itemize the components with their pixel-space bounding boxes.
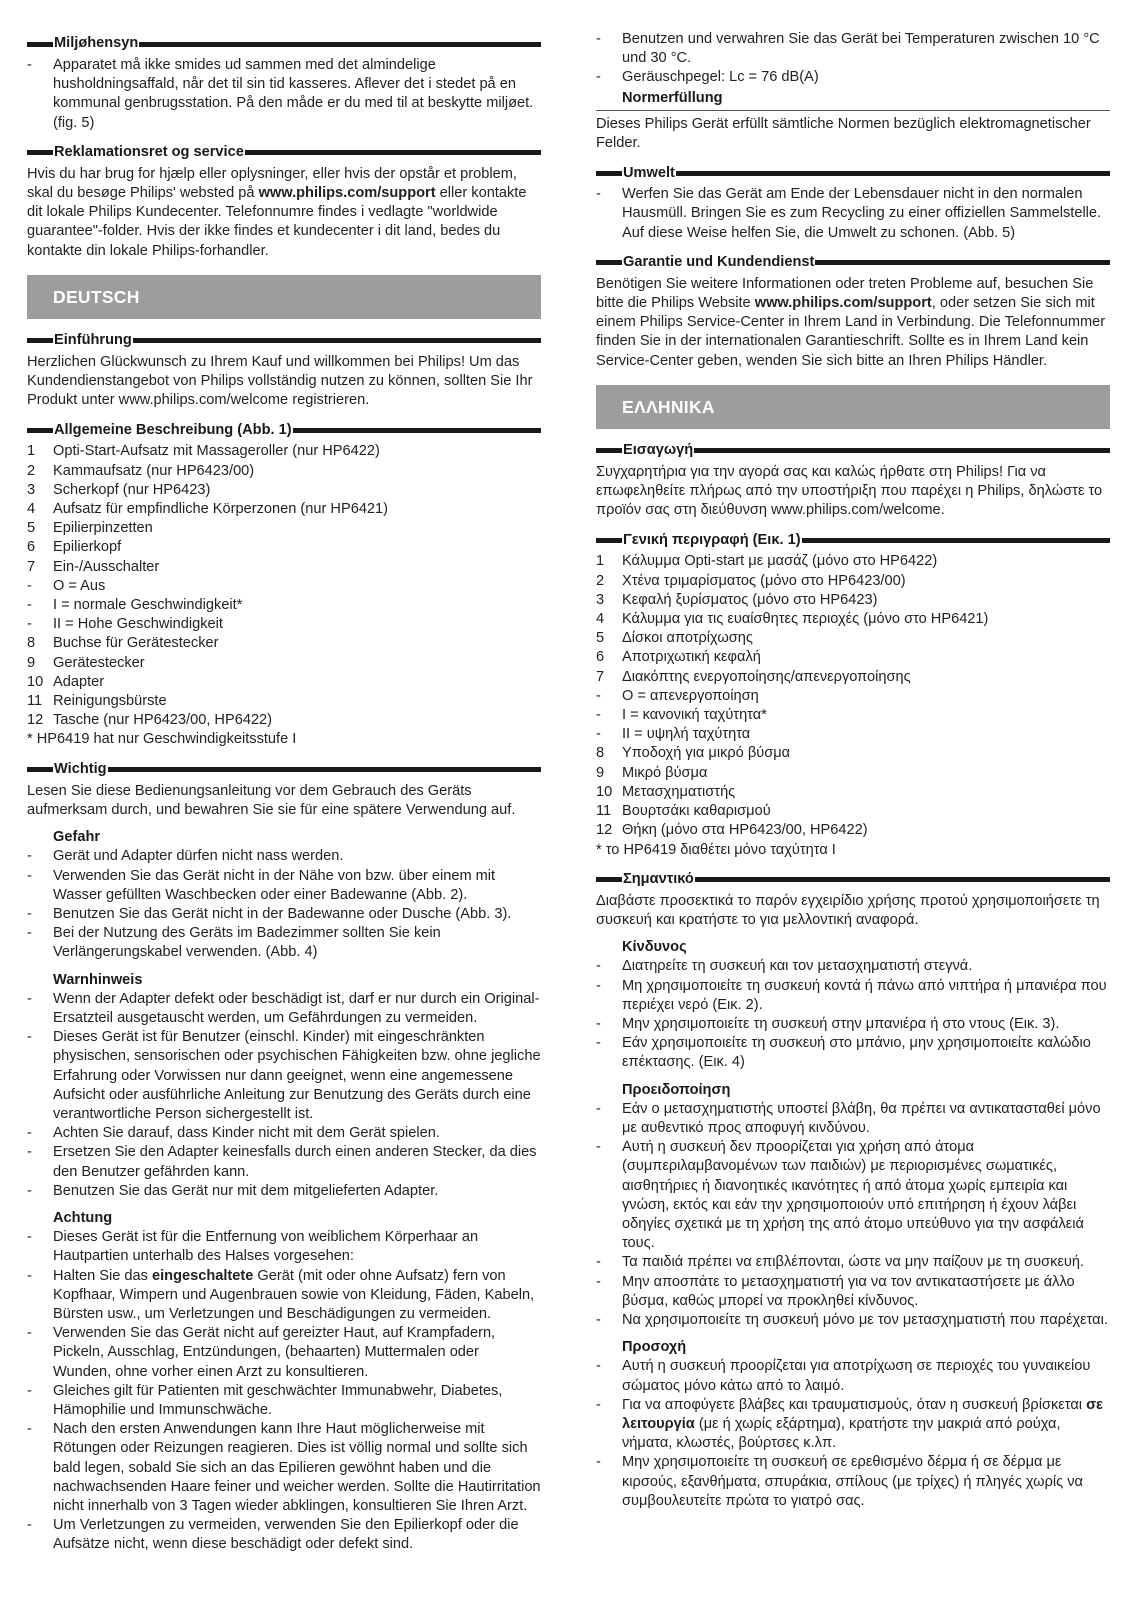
geniki-list: [596, 552, 1110, 840]
list-item: - II = Hohe Geschwindigkeit: [27, 616, 223, 633]
list-item: - Um Verletzungen zu vermeiden, verwenden Sie den Epilierkopf oder die Aufsätze nicht, wenn diese beschädigt oder defekt sind.: [27, 1517, 519, 1553]
section-heading-umwelt: Umwelt: [596, 163, 1110, 183]
list-item: - Werfen Sie das Gerät am Ende der Lebensdauer nicht in den normalen Hausmüll. Bringen Sie es zum Recycling zu einer offiziellen Sammelstelle. Auf diese Weise helfen Sie, die Umwelt zu schonen. (Abb. 5): [596, 186, 1102, 241]
list-item: - Gleiches gilt für Patienten mit geschwächter Immunabwehr, Diabetes, Hämophilie und Immunschwäche.: [27, 1382, 503, 1418]
list-item: - Μην χρησιμοποιείτε τη συσκευή σε ερεθισμένο δέρμα ή σε δέρμα με κιρσούς, εξανθήματα, σπυράκια, σπίλους (με τρίχες) ή πληγές χωρίς να συμβουλευτείτε πρώτα το γιατρό σας.: [596, 1454, 1083, 1509]
list-item: - Verwenden Sie das Gerät nicht in der Nähe von bzw. über einem mit Wasser gefüllten Waschbecken oder einer Badewanne (Abb. 2).: [27, 867, 496, 903]
list-item: - Achten Sie darauf, dass Kinder nicht mit dem Gerät spielen.: [27, 1125, 440, 1142]
list-item: 1 Opti-Start-Aufsatz mit Massageroller (nur HP6422): [27, 443, 380, 460]
kindynos-list: [596, 957, 1110, 1072]
section-heading-einfuehrung: Einführung: [27, 331, 541, 351]
list-item: - Να χρησιμοποιείτε τη συσκευή μόνο με τον μετασχηματιστή που παρέχεται.: [596, 1311, 1108, 1328]
list-item: - Αυτή η συσκευή προορίζεται για αποτρίχωση σε περιοχές του γυναικείου σώματος μόνο κάτω από το λαιμό.: [596, 1358, 1091, 1394]
list-item: 1 Κάλυμμα Opti-start με μασάζ (μόνο στο HP6422): [596, 553, 938, 570]
wichtig-text: Lesen Sie diese Bedienungsanleitung vor dem Gebrauch des Geräts aufmerksam durch, und bewahren Sie sie für eine spätere Verwendung auf.: [27, 782, 516, 818]
list-item: - Gerät und Adapter dürfen nicht nass werden.: [27, 848, 344, 865]
support-link[interactable]: www.philips.com/support: [754, 295, 932, 312]
list-item: 2 Kammaufsatz (nur HP6423/00): [27, 462, 255, 479]
list-item: 7 Διακόπτης ενεργοποίησης/απενεργοποίησης: [596, 668, 911, 685]
list-item: - Εάν χρησιμοποιείτε τη συσκευή στο μπάνιο, μην χρησιμοποιείτε καλώδιο επέκτασης. (Εικ. 4): [596, 1035, 1091, 1071]
prosochi-list: [596, 1357, 1110, 1511]
list-item: 7 Ein-/Ausschalter: [27, 558, 160, 575]
eisagogi-text: Συγχαρητήρια για την αγορά σας και καλώς ήρθατε στη Philips! Για να επωφεληθείτε πλήρως από την υποστήριξη που παρέχει η Philips, δηλώστε το προϊόν σας στη διεύθυνση www.philips.com/welcome.: [596, 463, 1103, 519]
list-item: - Διατηρείτε τη συσκευή και τον μετασχηματιστή στεγνά.: [596, 958, 973, 975]
language-band-greek: ΕΛΛΗΝΙΚΑ: [596, 385, 1110, 429]
list-item: 10 Adapter: [27, 673, 105, 690]
geniki-note: * το HP6419 διαθέτει μόνο ταχύτητα I: [596, 841, 836, 858]
subheading-prosochi: Προσοχή: [622, 1339, 687, 1356]
list-item: - Apparatet må ikke smides ud sammen med det almindelige husholdningsaffald, når det til sin tid kasseres. Aflever det i stedet på en kommunal genbrugsstation. På den måde er du med til at beskytte miljøet. (fig. 5): [27, 57, 534, 131]
list-item: - II = υψηλή ταχύτητα: [596, 726, 751, 743]
list-item: 2 Χτένα τριμαρίσματος (μόνο στο HP6423/00): [596, 572, 906, 589]
list-item: - O = απενεργοποίηση: [596, 687, 759, 704]
subheading-gefahr: Gefahr: [53, 829, 101, 846]
list-item: 9 Gerätestecker: [27, 654, 145, 671]
list-item: 4 Κάλυμμα για τις ευαίσθητες περιοχές (μόνο στο HP6421): [596, 611, 989, 628]
normerfuellung-text: Dieses Philips Gerät erfüllt sämtliche Normen bezüglich elektromagnetischer Felder.: [596, 115, 1091, 152]
list-item: - Benutzen Sie das Gerät nur mit dem mitgelieferten Adapter.: [27, 1182, 439, 1199]
subheading-achtung: Achtung: [53, 1209, 113, 1226]
beschreibung-list: [27, 442, 541, 730]
list-item: 3 Κεφαλή ξυρίσματος (μόνο στο HP6423): [596, 591, 878, 608]
subheading-kindynos: Κίνδυνος: [622, 939, 687, 956]
list-item: 5 Epilierpinzetten: [27, 520, 153, 537]
list-item: - Αυτή η συσκευή δεν προορίζεται για χρήση από άτομα (συμπεριλαμβανομένων των παιδιών) με περιορισμένες σωματικές, αισθητήριες ή διανοητικές ικανότητες ή από άτομα χωρίς εμπειρία και γνώση, εκτός και εάν την χρησιμοποιούν υπό επιτήρηση ή έχουν λάβει οδηγίες σχετικά με τη χρήση της από άτομο υπεύθυνο για την ασφάλειά τους.: [596, 1139, 1084, 1252]
list-item: 4 Aufsatz für empfindliche Körperzonen (nur HP6421): [27, 501, 389, 518]
section-heading-beschreibung: Allgemeine Beschreibung (Abb. 1): [27, 420, 541, 440]
einfuehrung-text: Herzlichen Glückwunsch zu Ihrem Kauf und willkommen bei Philips! Um das Kundendienstangebot von Philips vollständig nutzen zu können, sollten Sie Ihr Produkt unter www.philips.com/welcome registrieren.: [27, 353, 533, 409]
section-heading-reklamation: Reklamationsret og service: [27, 143, 541, 163]
list-item: - Dieses Gerät ist für die Entfernung von weiblichem Körperhaar an Hautpartien unterhalb des Halses vorgesehen:: [27, 1229, 479, 1265]
simantiko-text: Διαβάστε προσεκτικά το παρόν εγχειρίδιο χρήσης προτού χρησιμοποιήσετε τη συσκευή και κρατήστε το για μελλοντική αναφορά.: [596, 892, 1100, 928]
section-heading-normerfuellung: Normerfüllung: [596, 89, 1110, 111]
list-item: - Halten Sie das eingeschaltete Gerät (mit oder ohne Aufsatz) fern von Kopfhaar, Wimpern und Augenbrauen sowie von Kleidung, Fäden, Kabeln, Bürsten usw., um Verletzungen und Beschädigungen zu vermeiden.: [27, 1267, 535, 1322]
garantie-text: Benötigen Sie weitere Informationen oder treten Probleme auf, besuchen Sie bitte die Philips Website www.philips.com/support, oder setzen Sie sich mit einem Philips Service-Center in Ihrem Land in Verbindung. Die Telefonnummer finden Sie in der internationalen Garantieschrift. Sollte es in Ihrem Land kein Service-Center geben, wenden Sie sich bitte an Ihren Philips Händler.: [596, 275, 1106, 369]
list-item: 11 Βουρτσάκι καθαρισμού: [596, 803, 771, 820]
list-item: - Benutzen und verwahren Sie das Gerät bei Temperaturen zwischen 10 °C und 30 °C.: [596, 31, 1100, 67]
list-item: 8 Υποδοχή για μικρό βύσμα: [596, 745, 791, 762]
proeidopoiisi-list: [596, 1100, 1110, 1330]
reklamation-text: Hvis du har brug for hjælp eller oplysninger, eller hvis der opstår et problem, skal du besøge Philips' websted på www.philips.com/support eller kontakte dit lokale Philips Kundecenter. Telefonnumre findes i vedlagte "worldwide guarantee"-folder. Hvis der ikke findes et kundecenter i dit land, bedes du kontakte din lokale Philips-forhandler.: [27, 165, 527, 259]
list-item: - O = Aus: [27, 577, 106, 594]
language-band-deutsch: DEUTSCH: [27, 275, 541, 319]
list-item: - Benutzen Sie das Gerät nicht in der Badewanne oder Dusche (Abb. 3).: [27, 905, 512, 922]
list-item: - Verwenden Sie das Gerät nicht auf gereizter Haut, auf Krampfadern, Pickeln, Ausschlag, Entzündungen, (behaarten) Muttermalen oder Wunden, ohne vorher einen Arzt zu konsultieren.: [27, 1325, 496, 1380]
list-item: 12 Θήκη (μόνο στα HP6423/00, HP6422): [596, 822, 868, 839]
achtung-list: [27, 1228, 541, 1554]
section-heading-simantiko: Σημαντικό: [596, 870, 1110, 890]
section-heading-garantie: Garantie und Kundendienst: [596, 253, 1110, 273]
list-item: - Geräuschpegel: Lc = 76 dB(A): [596, 69, 819, 86]
list-item: - Dieses Gerät ist für Benutzer (einschl. Kinder) mit eingeschränkten physischen, sensorischen oder psychischen Fähigkeiten bzw. ohne jegliche Erfahrung oder Vorwissen nur dann geeignet, wenn eine angemessene Aufsicht oder ausführliche Anleitung zur Benutzung des Geräts durch eine verantwortliche Person sichergestellt ist.: [27, 1029, 541, 1122]
gefahr-list: [27, 847, 541, 962]
list-item: - Nach den ersten Anwendungen kann Ihre Haut möglicherweise mit Rötungen oder Reizungen reagieren. Dies ist völlig normal und sollte sich bald legen, sobald Sie sich an das Epilieren gewöhnt haben und die nachwachsenden Haare feiner und weicher werden. Sollte die Hautirritation nicht innerhalb von 3 Tagen wieder abklingen, konsultieren Sie Ihren Arzt.: [27, 1421, 541, 1514]
list-item: 10 Μετασχηματιστής: [596, 783, 736, 800]
miljo-list: [27, 56, 541, 133]
list-item: 12 Tasche (nur HP6423/00, HP6422): [27, 712, 273, 729]
section-heading-eisagogi: Εισαγωγή: [596, 441, 1110, 461]
list-item: 11 Reinigungsbürste: [27, 693, 167, 710]
section-heading-geniki: Γενική περιγραφή (Εικ. 1): [596, 530, 1110, 550]
list-item: - Μην αποσπάτε το μετασχηματιστή για να τον αντικαταστήσετε με άλλο βύσμα, καθώς μπορεί να προκληθεί κίνδυνος.: [596, 1273, 1075, 1309]
list-item: - Εάν ο μετασχηματιστής υποστεί βλάβη, θα πρέπει να αντικατασταθεί μόνο με αυθεντικό προς αποφυγή κινδύνου.: [596, 1100, 1101, 1136]
right-column: [596, 30, 1110, 1511]
umwelt-list: [596, 185, 1110, 243]
list-item: 9 Μικρό βύσμα: [596, 764, 708, 781]
top-list: [596, 30, 1110, 88]
list-item: - Bei der Nutzung des Geräts im Badezimmer sollten Sie kein Verlängerungskabel verwenden. (Abb. 4): [27, 925, 441, 961]
list-item: - I = κανονική ταχύτητα*: [596, 707, 767, 724]
list-item: - Τα παιδιά πρέπει να επιβλέπονται, ώστε να μην παίζουν με τη συσκευή.: [596, 1254, 1085, 1271]
left-column: [27, 30, 541, 1555]
subheading-warnhinweis: Warnhinweis: [53, 971, 143, 988]
list-item: 8 Buchse für Gerätestecker: [27, 635, 219, 652]
warnhinweis-list: [27, 990, 541, 1201]
list-item: - Ersetzen Sie den Adapter keinesfalls durch einen anderen Stecker, da dies den Benutzer gefährden kann.: [27, 1144, 537, 1180]
list-item: 6 Αποτριχωτική κεφαλή: [596, 649, 761, 666]
beschreibung-note: * HP6419 hat nur Geschwindigkeitsstufe I: [27, 731, 297, 748]
list-item: 6 Epilierkopf: [27, 539, 122, 556]
section-heading-miljo: Miljøhensyn: [27, 34, 541, 54]
list-item: 5 Δίσκοι αποτρίχωσης: [596, 630, 753, 647]
subheading-proeidopoiisi: Προειδοποίηση: [622, 1081, 731, 1098]
list-item: - Για να αποφύγετε βλάβες και τραυματισμούς, όταν η συσκευή βρίσκεται σε λειτουργία (με ή χωρίς εξάρτημα), κρατήστε την μακριά από ρούχα, νήματα, κλωστές, βούρτσες κ.λπ.: [596, 1396, 1103, 1452]
list-item: - Wenn der Adapter defekt oder beschädigt ist, darf er nur durch ein Original-Ersatzteil ausgetauscht werden, um Gefährdungen zu vermeiden.: [27, 990, 540, 1026]
list-item: - Μην χρησιμοποιείτε τη συσκευή στην μπανιέρα ή στο ντους (Εικ. 3).: [596, 1015, 1060, 1032]
list-item: - I = normale Geschwindigkeit*: [27, 597, 243, 614]
support-link[interactable]: www.philips.com/support: [258, 185, 436, 202]
list-item: - Μη χρησιμοποιείτε τη συσκευή κοντά ή πάνω από νιπτήρα ή μπανιέρα που περιέχει νερό (Εικ. 2).: [596, 977, 1107, 1013]
list-item: 3 Scherkopf (nur HP6423): [27, 481, 211, 498]
section-heading-wichtig: Wichtig: [27, 760, 541, 780]
